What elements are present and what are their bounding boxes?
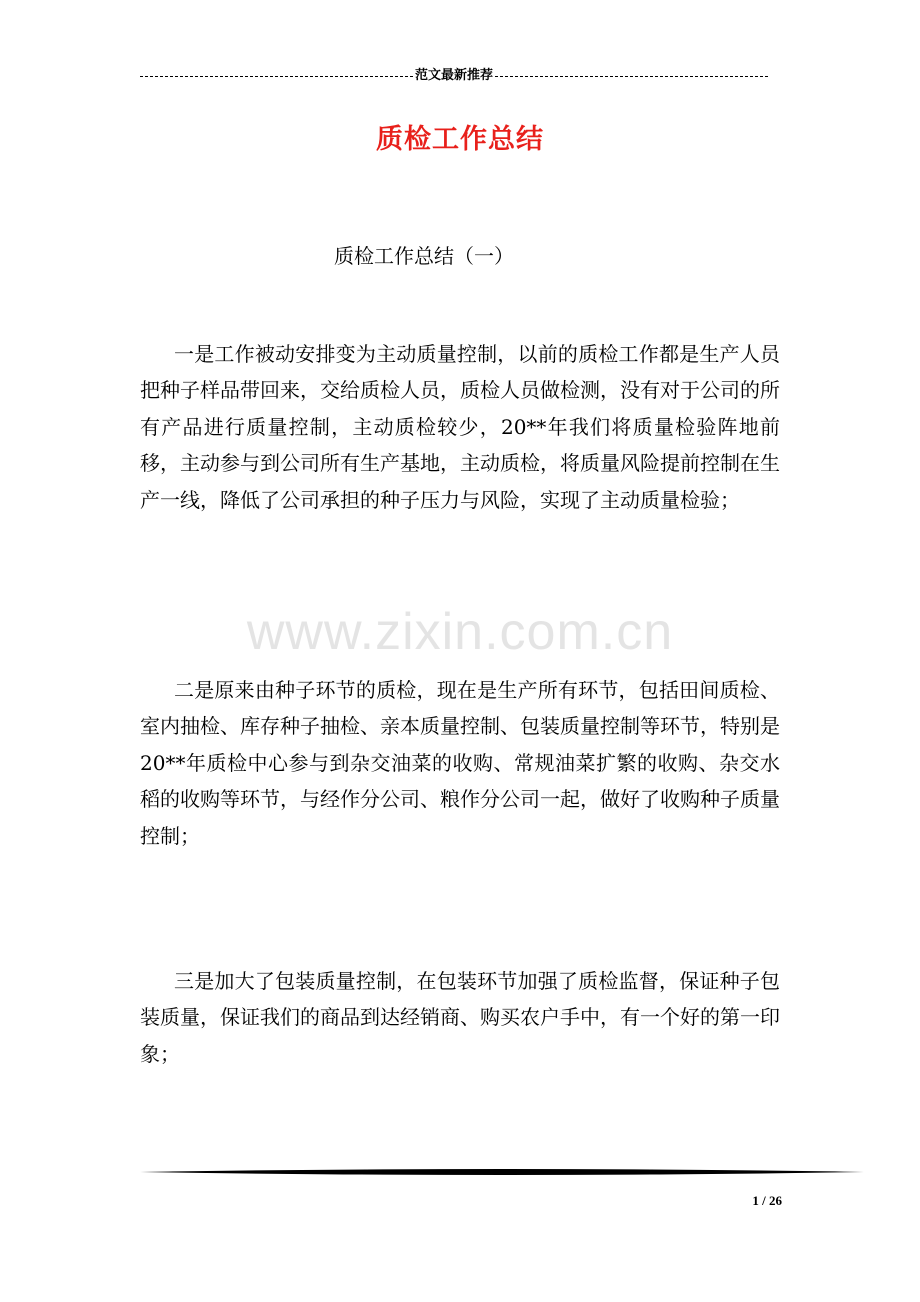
section-heading: 质检工作总结（一）: [334, 244, 514, 268]
body-paragraph-2: 二是原来由种子环节的质检，现在是生产所有环节，包括田间质检、室内抽检、库存种子抽检、亲本质量控制、包装质量控制等环节，特别是20**年质检中心参与到杂交油菜的收购、常规油菜扩繁的收购、杂交水稻的收购等环节，与经作分公司、粮作分公司一起，做好了收购种子质量控制；: [140, 678, 780, 848]
watermark: www.zixin.com.cn: [246, 603, 674, 661]
page-number: 1 / 26: [752, 1193, 782, 1208]
footer-rule: [140, 1167, 864, 1177]
header-dashes-right: [495, 76, 768, 77]
body-paragraph-3: 三是加大了包装质量控制，在包装环节加强了质检监督，保证种子包装质量，保证我们的商品到达经销商、购买农户手中，有一个好的第一印象；: [140, 969, 780, 1066]
page-header: [140, 66, 768, 84]
document-title: 质检工作总结: [376, 124, 544, 155]
body-paragraph-1: 一是工作被动安排变为主动质量控制，以前的质检工作都是生产人员把种子样品带回来，交给质检人员，质检人员做检测，没有对于公司的所有产品进行质量控制，主动质检较少，20**年我们将质量检验阵地前移，主动参与到公司所有生产基地，主动质检，将质量风险提前控制在生产一线，降低了公司承担的种子压力与风险，实现了主动质量检验；: [140, 342, 780, 512]
header-text: 范文最新推荐: [415, 67, 494, 82]
header-dashes-left: [140, 76, 413, 77]
